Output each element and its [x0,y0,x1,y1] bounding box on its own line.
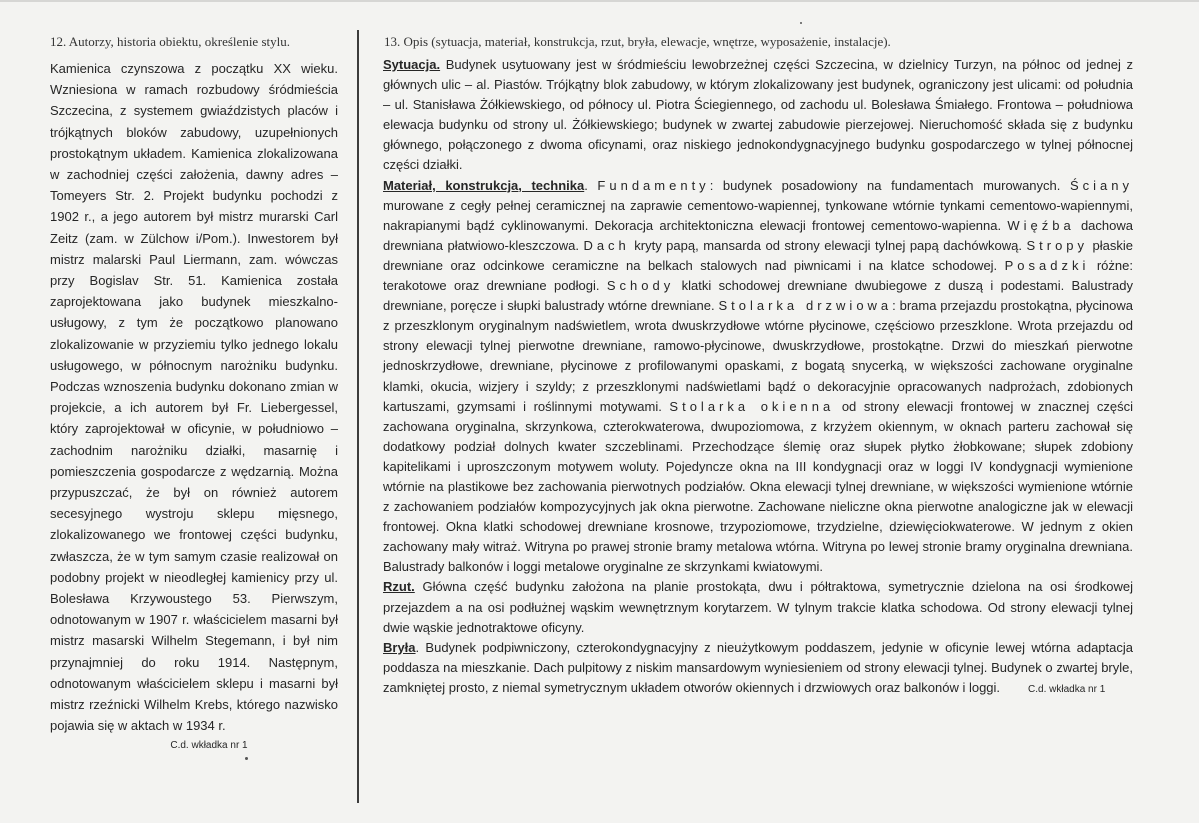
stolarka-okienna-term: Stolarka okienna [669,398,835,414]
dach-term: Dach [583,237,630,253]
sytuacja-text: Budynek usytuowany jest w śródmieściu lewobrzeżnej części Szczecina, w dzielnicy Turzyn, na północ od jednej z głównych ulic – al. Piastów. Trójkątny blok zabudowy, w którym zlokalizowany jest budynek, ograniczony jest ulicami: od południa – ul. Stanisława Żółkiewskiego, od północy ul. Piotra Ściegiennego, od zachodu ul. Bolesława Śmiałego. Frontowa – południowa elewacja budynku od strony ul. Żółkiewskiego; budynek w zwartej zabudowie pierzejowej. Nieruchomość składa się z budynku głównego, połączonego z dwoma oficynami, oraz niskiego jednokondygnacyjnego budynku gospodarczego w tylnej północnej części działki. [383,57,1133,173]
material-paragraph: Materiał, konstrukcja, technika. Fundamenty: budynek posadowiony na fundamentach murowanych. Ściany murowane z cegły pełnej ceramicznej na zaprawie cementowo-wapiennej, tynkowane wtórnie tynkami cementowo-wapiennymi, nakrapianymi bądź cyklinowanymi. Dekoracja architektoniczna elewacji frontowej cementowo-wapienna. Więźba dachowa drewniana płatwiowo-kleszczowa. Dach kryty papą, mansarda od strony elewacji tylnej papą dachówkową. Stropy płaskie drewniane oraz odcinkowe ceramiczne na belkach stalowych nad piwnicami i na klatce schodowej. Posadzki różne: terakotowe oraz drewniane podłogi. Schody klatki schodowej drewniane dwubiegowe z duszą i podestami. Balustrady drewniane, poręcze i słupki balustrady wtórne drewniane. Stolarka drzwiowa: brama przejazdu prostokątna, płycinowa z przeszklonym oryginalnym nadświetlem, wrota dwuskrzydłowe wtórne płycinowe, częściowo przeszklone. Wrota przejazdu od strony elewacji tylnej pierwotne drewniane, ramowo-płycinowe, dwuskrzydłowe, prostokątne. Drzwi do mieszkań pierwotne jednoskrzydłowe, drewniane, płycinowe z profilowanymi opaskami, z bogatą snycerką, w większości zachowane oryginalne klamki, okucia, wizjery i szyldy; z przeszklonymi nadświetlami bądź o dekoracyjnie opracowanych nadprożach, zdobionych kartuszami, gzymsami i roślinnymi motywami. Stolarka okienna od strony elewacji frontowej w znacznej części zachowana oryginalna, skrzynkowa, czterokwaterowa, dwupoziomowa, z krzyżem okiennym, w oknach parteru zachował się dodatkowy podział dolnych kwater szczeblinami. Przechodzące ślemię oraz słupek płytko żłobkowane; słupek zdobiony kapitelikami i uproszczonym motywem woluty. Pojedyncze okna na III kondygnacji oraz w loggi IV kondygnacji wymienione wtórnie na plastikowe bez zachowania pierwotnych podziałów. Okna elewacji tylnej drewniane, w większości wymienione wtórnie z zachowaniem podziałów kompozycyjnych jak okna pierwotne. Zachowane nieliczne okna pierwotne analogiczne jak w elewacji frontowej. Okna klatki schodowej drewniane krosnowe, trzypoziomowe, trzydzielne, dziewięciokwaterowe. W jednym z okien zachowany mały witraż. Witryna po prawej stronie bramy metalowa wtórna. Witryna po lewej stronie bramy oryginalna drewniana. Balustrady balkonów i loggi metalowe oryginalne ze skrzynkami kwiatowymi. [383,177,1133,575]
bryla-paragraph [383,638,1133,700]
schody-term: Schody [606,278,675,294]
wiezba-term: Więźba [1007,217,1075,233]
scan-speck [245,757,248,760]
posadzki-term: Posadzki [1004,257,1090,273]
rzut-text: Główna część budynku założona na planie prostokąta, dwu i półtraktowa, symetrycznie dzielona na osi środkowej przejazdem a na osi podłużnej wąskim wewnętrznym korytarzem. W tylnym trakcie klatka schodowa. Od strony elewacji tylnej dwie wąskie jednotraktowe oficyny. [383,579,1133,635]
history-text: Kamienica czynszowa z początku XX wieku. Wzniesiona w ramach rozbudowy śródmieścia Szczecina, z systemem gwiaździstych placów i trójkątnych bloków zabudowy, uzupełnionych prostokątnym układem. Kamienica zlokalizowana w zachodniej części założenia, dawny adres – Tomeyers Str. 2. Projekt budynku pochodzi z 1902 r., a jego autorem był mistrz murarski Carl Zeitz (zam. w Zülchow i/Pom.). Inwestorem był mistrz malarski Paul Liermann, zam. wówczas przy Bogislav Str. 51. Kamienica została zaprojektowana jako budynek mieszkalno-usługowy, z tym że początkowo planowano zlokalizowanie w przyziemiu tylko jednego lokalu usługowego, w północnym narożniku budynku. Podczas wznoszenia budynku dokonano zmian w projekcie, a ich autorem był Fr. Liebergessel, który zaprojektował w oficynie, w południowo – zachodnim narożniku działki, masarnię i pomieszczenia gospodarcze z wędzarnią. Można przypuszczać, że był on również autorem secesyjnego wystroju sklepu mięsnego, zlokalizowanego we frontowej części budynku, zwłaszcza, że w tym samym czasie realizował on podobny projekt w nieodległej kamienicy przy ul. Bolesława Krzywoustego 53. Pierwszym, odnotowanym w 1907 r. właścicielem masarni był mistrz masarski Wilhelm Stegemann, i był nim przynajmniej do roku 1914. Następnym, odnotowanym właścicielem sklepu i masarni był mistrz rzeźnicki Wilhelm Krebs, którego nazwisko pojawia się w aktach w 1934 r. [50,61,338,734]
rzut-label: Rzut. [383,579,415,595]
material-label: Materiał, konstrukcja, technika [383,177,585,193]
sytuacja-label: Sytuacja. [383,57,441,72]
scan-speck [800,22,802,24]
bryla-label: Bryła [383,639,416,655]
sytuacja-paragraph [383,55,1133,176]
bryla-text: . Budynek podpiwniczony, czterokondygnacyjny z nieużytkowym poddaszem, jedynie w oficynie lewej wtórna adaptacja poddasza na mieszkanie. Dach pulpitowy z niskim mansardowym wyniesieniem od strony elewacji tylnej. Budynek o zwartej bryle, zamkniętej prosto, z niemal symetrycznym układem otworów okiennych i drzwiowych oraz balkonów i loggi. [383,639,1133,695]
history-column [50,58,338,753]
right-section-heading: 13. Opis (sytuacja, materiał, konstrukcja, rzut, bryła, elewacje, wnętrze, wyposażenie, instalacje). [384,34,891,49]
sciany-term: Ściany [1069,177,1133,193]
left-continuation-note: C.d. wkładka nr 1 [170,739,248,751]
stropy-term: Stropy [1026,237,1089,253]
rzut-paragraph [383,577,1133,637]
column-divider [357,30,359,803]
stolarka-drzwiowa-term: Stolarka drzwiowa [718,298,893,314]
description-column [383,55,1133,700]
top-edge-line [0,0,1199,2]
fundamenty-term: Fundamenty [597,177,710,193]
right-continuation-note: C.d. wkładka nr 1 [1028,683,1106,695]
left-section-heading: 12. Autorzy, historia obiektu, określenie stylu. [50,34,290,49]
